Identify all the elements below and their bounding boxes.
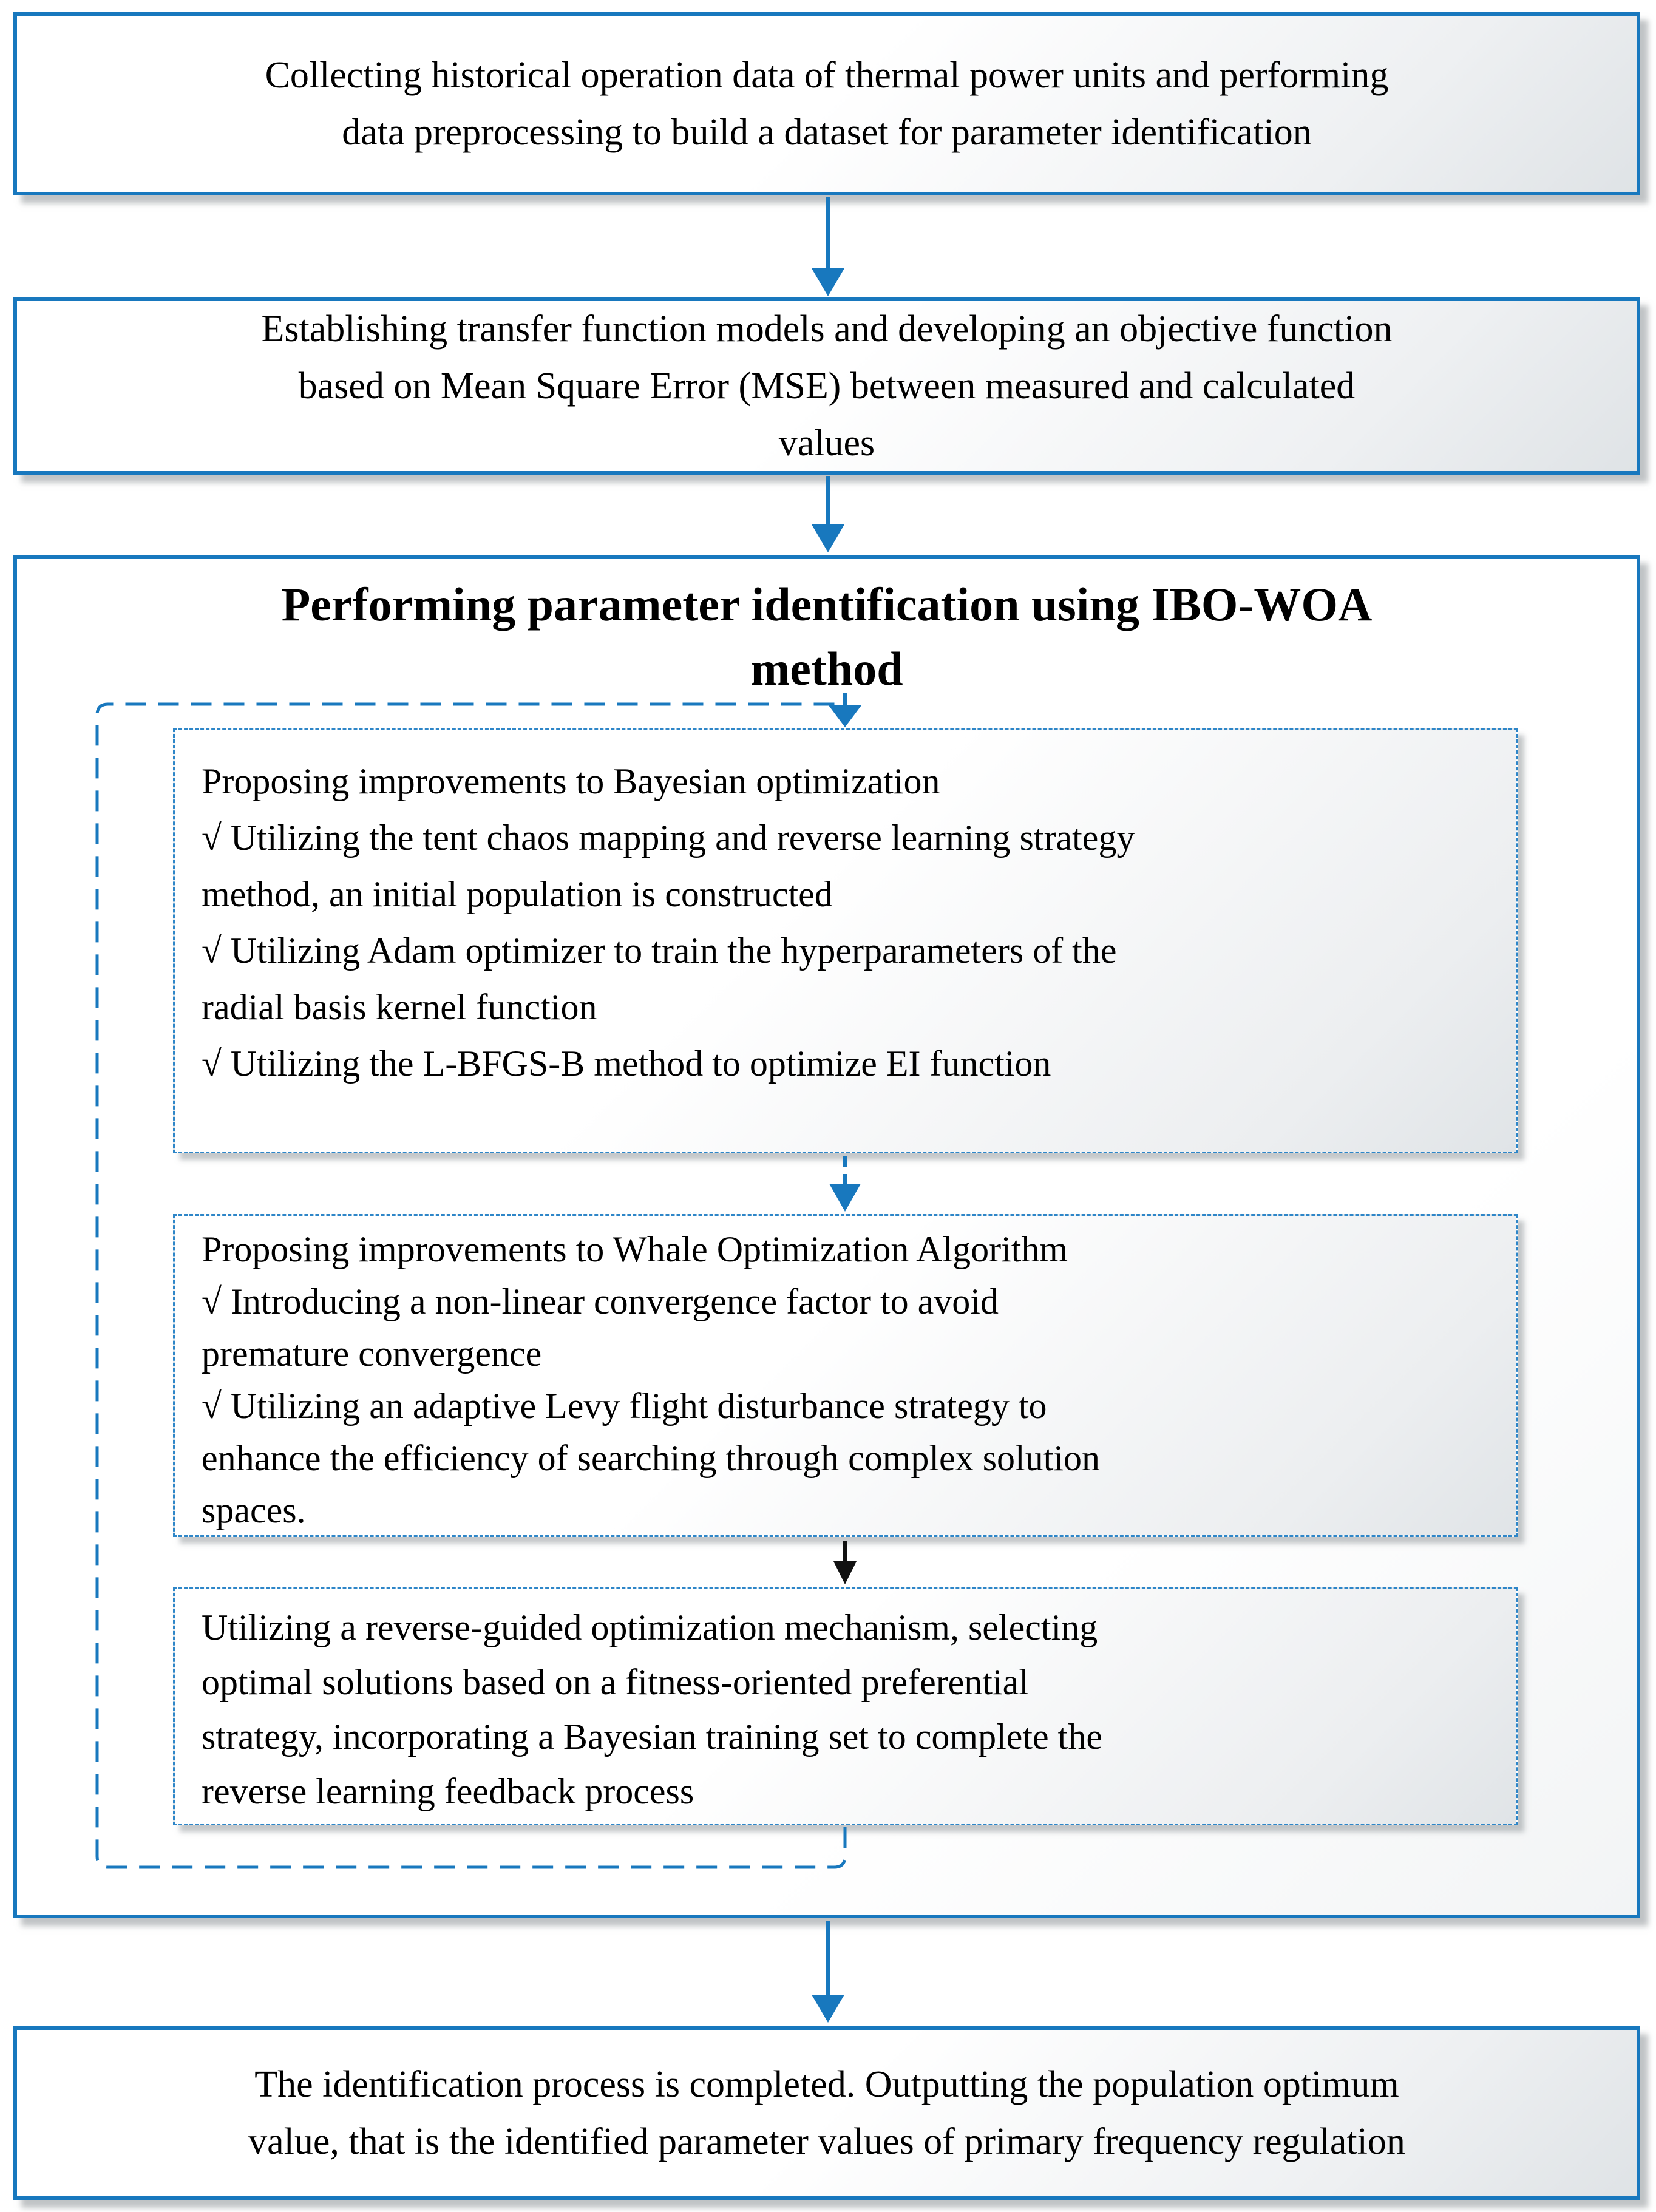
text-line: strategy, incorporating a Bayesian training set to complete the — [202, 1717, 1102, 1757]
text-line: √ Utilizing the tent chaos mapping and reverse learning strategy — [202, 818, 1135, 858]
text-line: Proposing improvements to Bayesian optimization — [202, 761, 940, 801]
text-line: radial basis kernel function — [202, 987, 597, 1027]
text-line: √ Utilizing an adaptive Levy flight disturbance strategy to — [202, 1386, 1047, 1426]
text-line: method, an initial population is constructed — [202, 874, 833, 914]
step-reverse-feedback-box — [173, 1587, 1518, 1825]
text-line: Performing parameter identification using IBO-WOA — [281, 578, 1373, 631]
text-line: Establishing transfer function models and developing an objective function — [261, 308, 1393, 350]
text-line: data preprocessing to build a dataset for parameter identification — [342, 112, 1312, 153]
text-line: Utilizing a reverse-guided optimization mechanism, selecting — [202, 1607, 1098, 1647]
down-arrow-final-icon — [812, 1921, 844, 2023]
text-line: method — [750, 642, 903, 695]
text-line: premature convergence — [202, 1334, 542, 1374]
text-line: √ Utilizing Adam optimizer to train the hyperparameters of the — [202, 931, 1117, 971]
text-line: √ Introducing a non-linear convergence factor to avoid — [202, 1281, 999, 1321]
main-box-title — [174, 572, 1479, 701]
text-line: enhance the efficiency of searching through complex solution — [202, 1438, 1101, 1478]
down-arrow-2-icon — [812, 476, 844, 552]
text-line: Proposing improvements to Whale Optimization Algorithm — [202, 1229, 1068, 1269]
text-line: values — [778, 422, 875, 464]
text-line: √ Utilizing the L-BFGS-B method to optimize EI function — [202, 1043, 1051, 1084]
step-woa-box — [173, 1214, 1518, 1537]
text-line: value, that is the identified parameter values of primary frequency regulation — [248, 2121, 1405, 2162]
flow-box-data-collection — [13, 12, 1640, 195]
text-line: optimal solutions based on a fitness-oriented preferential — [202, 1662, 1029, 1702]
text-line: spaces. — [202, 1490, 306, 1530]
flow-box-output — [13, 2026, 1640, 2200]
text-line: based on Mean Square Error (MSE) between measured and calculated — [298, 365, 1356, 407]
step-bayesian-box — [173, 728, 1518, 1153]
text-line: Collecting historical operation data of thermal power units and performing — [265, 55, 1389, 96]
down-arrow-1-icon — [812, 197, 844, 296]
text-line: The identification process is completed. Outputting the population optimum — [254, 2064, 1399, 2105]
text-line: reverse learning feedback process — [202, 1771, 694, 1811]
flow-box-transfer-function — [13, 297, 1640, 475]
